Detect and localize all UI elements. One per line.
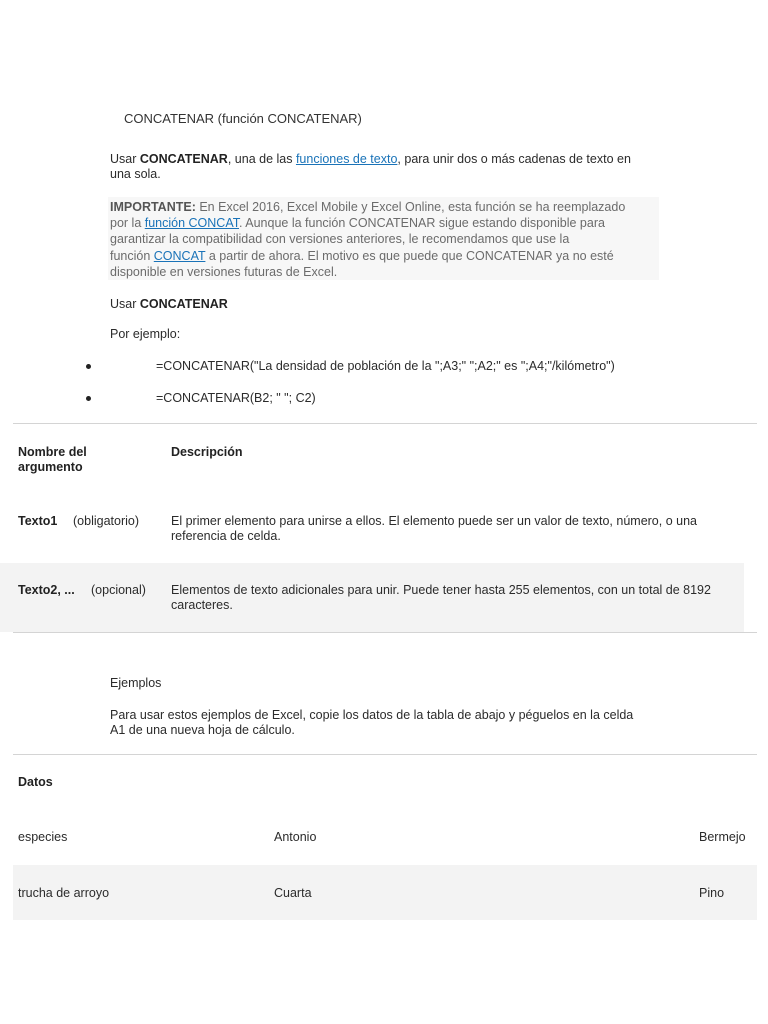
usage-prefix: Usar bbox=[110, 297, 140, 311]
table-row-name bbox=[18, 514, 57, 529]
description-line2: referencia de celda. bbox=[171, 528, 281, 543]
note-label: IMPORTANTE: bbox=[110, 200, 196, 214]
data-cell: Cuarta bbox=[274, 886, 312, 900]
table-divider bbox=[13, 632, 757, 633]
table-row bbox=[13, 865, 757, 920]
list-item bbox=[86, 359, 615, 373]
note-line4-rest: a partir de ahora. El motivo es que puede que CONCATENAR ya no esté bbox=[205, 248, 614, 263]
intro-paragraph bbox=[110, 152, 658, 181]
text-functions-link[interactable]: funciones de texto bbox=[295, 152, 398, 166]
description-line2: caracteres. bbox=[171, 597, 233, 612]
note-line1: En Excel 2016, Excel Mobile y Excel Online, esta función se ha reemplazado bbox=[195, 200, 626, 214]
concat-function-link[interactable]: función CONCAT bbox=[144, 216, 239, 231]
formula-example: =CONCATENAR("La densidad de población de la ";A3;" ";A2;" es ";A4;"/kilómetro") bbox=[156, 359, 615, 373]
argument-qualifier: (obligatorio) bbox=[73, 514, 140, 528]
header-name-line2: argumento bbox=[18, 459, 83, 474]
bullet-icon bbox=[86, 364, 91, 369]
data-cell: Bermejo bbox=[699, 830, 746, 844]
usage-function-name: CONCATENAR bbox=[139, 297, 228, 311]
usage-heading bbox=[110, 297, 658, 312]
table-divider bbox=[13, 423, 757, 424]
column-header-description: Descripción bbox=[171, 445, 243, 459]
bullet-icon bbox=[86, 396, 91, 401]
formula-example: =CONCATENAR(B2; " "; C2) bbox=[156, 391, 316, 405]
table-divider bbox=[13, 754, 757, 755]
intro-suffix: , para unir dos o más cadenas de texto en bbox=[397, 152, 631, 166]
data-cell: Pino bbox=[699, 886, 725, 900]
data-cell: Antonio bbox=[274, 830, 317, 844]
argument-description bbox=[171, 583, 741, 612]
note-line3: garantizar la compatibilidad con versiones anteriores, le recomendamos que use la bbox=[110, 232, 570, 247]
data-cell: trucha de arroyo bbox=[18, 886, 110, 900]
note-line4-prefix: función bbox=[110, 248, 154, 263]
column-header-name bbox=[18, 445, 87, 474]
data-cell: especies bbox=[18, 830, 68, 844]
header-name-line1: Nombre del bbox=[18, 445, 87, 459]
intro-line2: una sola. bbox=[110, 166, 161, 181]
concat-link[interactable]: CONCAT bbox=[153, 248, 206, 263]
examples-line1: Para usar estos ejemplos de Excel, copie los datos de la tabla de abajo y péguelos en la celda bbox=[110, 708, 634, 722]
description-line1: Elementos de texto adicionales para unir. Puede tener hasta 255 elementos, con un total de 8192 bbox=[171, 583, 711, 597]
note-line2-prefix: por la bbox=[110, 216, 145, 231]
intro-prefix: Usar bbox=[110, 152, 140, 166]
intro-function-name: CONCATENAR bbox=[139, 152, 228, 166]
data-table-header: Datos bbox=[18, 775, 53, 789]
examples-line2: A1 de una nueva hoja de cálculo. bbox=[110, 722, 295, 737]
example-label: Por ejemplo: bbox=[110, 327, 181, 341]
table-row-name bbox=[18, 583, 75, 598]
note-line2-rest: . Aunque la función CONCATENAR sigue estando disponible para bbox=[239, 216, 605, 231]
argument-name: Texto2, ... bbox=[18, 583, 75, 597]
argument-description bbox=[171, 514, 741, 543]
argument-qualifier: (opcional) bbox=[91, 583, 146, 597]
note-line5: disponible en versiones futuras de Excel. bbox=[110, 264, 338, 279]
description-line1: El primer elemento para unirse a ellos. El elemento puede ser un valor de texto, número, o una bbox=[171, 514, 697, 528]
page-title: CONCATENAR (función CONCATENAR) bbox=[124, 111, 362, 126]
examples-heading: Ejemplos bbox=[110, 676, 162, 690]
intro-middle: , una de las bbox=[227, 152, 296, 166]
argument-name: Texto1 bbox=[18, 514, 58, 528]
examples-paragraph bbox=[110, 708, 658, 737]
important-note bbox=[108, 197, 659, 280]
list-item bbox=[86, 391, 316, 405]
